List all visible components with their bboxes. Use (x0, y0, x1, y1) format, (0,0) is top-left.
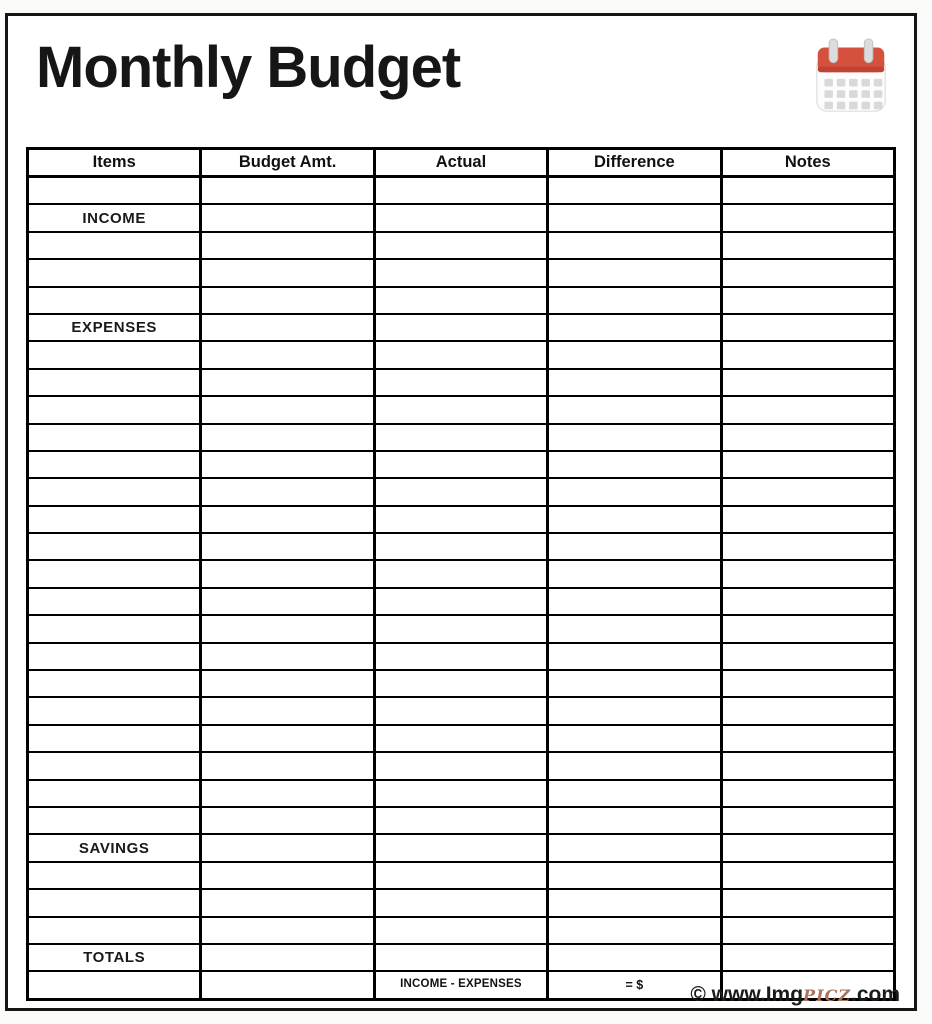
cell-difference (548, 533, 721, 560)
watermark-brand: PICZ (803, 986, 851, 1005)
header-row (28, 149, 895, 177)
cell-notes (721, 424, 894, 451)
cell-items (28, 615, 201, 642)
cell-items (28, 697, 201, 724)
budget-table-body (28, 177, 895, 1000)
cell-difference (548, 697, 721, 724)
cell-budget (201, 506, 374, 533)
cell-budget (201, 971, 374, 999)
cell-budget (201, 889, 374, 916)
cell-difference (548, 670, 721, 697)
cell-budget (201, 725, 374, 752)
cell-difference (548, 424, 721, 451)
header-items: Items (28, 149, 201, 177)
cell-difference (548, 396, 721, 423)
cell-items (28, 971, 201, 999)
cell-actual (374, 697, 547, 724)
cell-difference (548, 259, 721, 286)
cell-items: SAVINGS (28, 834, 201, 861)
watermark-prefix: © www.Img (690, 983, 804, 1006)
cell-actual (374, 177, 547, 205)
cell-difference (548, 314, 721, 341)
cell-notes (721, 615, 894, 642)
cell-budget (201, 314, 374, 341)
cell-difference (548, 615, 721, 642)
cell-difference (548, 780, 721, 807)
cell-budget (201, 670, 374, 697)
cell-actual (374, 889, 547, 916)
cell-budget (201, 204, 374, 231)
cell-actual (374, 506, 547, 533)
cell-items (28, 177, 201, 205)
table-row (28, 287, 895, 314)
table-row (28, 889, 895, 916)
cell-notes (721, 506, 894, 533)
cell-difference (548, 204, 721, 231)
cell-difference (548, 944, 721, 971)
cell-budget (201, 177, 374, 205)
cell-notes (721, 314, 894, 341)
cell-difference (548, 341, 721, 368)
cell-difference (548, 917, 721, 944)
cell-difference: = $ (548, 971, 721, 999)
cell-actual (374, 478, 547, 505)
cell-budget (201, 697, 374, 724)
cell-actual (374, 725, 547, 752)
cell-actual (374, 424, 547, 451)
cell-difference (548, 369, 721, 396)
cell-items (28, 396, 201, 423)
cell-budget (201, 643, 374, 670)
cell-budget (201, 341, 374, 368)
cell-items (28, 807, 201, 834)
cell-items: EXPENSES (28, 314, 201, 341)
cell-notes (721, 560, 894, 587)
cell-actual (374, 944, 547, 971)
table-row (28, 588, 895, 615)
cell-notes (721, 259, 894, 286)
table-row (28, 424, 895, 451)
cell-notes (721, 177, 894, 205)
watermark (690, 983, 900, 1007)
cell-difference (548, 889, 721, 916)
cell-difference (548, 862, 721, 889)
cell-difference (548, 643, 721, 670)
cell-actual (374, 287, 547, 314)
cell-notes (721, 287, 894, 314)
table-row (28, 232, 895, 259)
pin-left (829, 39, 838, 63)
table-row (28, 314, 895, 341)
cell-difference (548, 287, 721, 314)
cell-actual (374, 451, 547, 478)
cell-difference (548, 560, 721, 587)
table-row (28, 752, 895, 779)
cell-difference (548, 478, 721, 505)
cell-notes (721, 341, 894, 368)
cell-budget (201, 917, 374, 944)
cell-difference (548, 834, 721, 861)
cell-difference (548, 752, 721, 779)
cell-items (28, 643, 201, 670)
cell-budget (201, 834, 374, 861)
table-row (28, 341, 895, 368)
cell-items (28, 232, 201, 259)
table-row (28, 259, 895, 286)
cell-notes (721, 643, 894, 670)
pin-right (864, 39, 873, 63)
cell-notes (721, 862, 894, 889)
cell-notes (721, 670, 894, 697)
table-row (28, 177, 895, 205)
cell-items (28, 451, 201, 478)
cell-budget (201, 752, 374, 779)
cell-difference (548, 588, 721, 615)
cell-actual (374, 670, 547, 697)
header-difference: Difference (548, 149, 721, 177)
cell-items (28, 588, 201, 615)
cell-actual (374, 341, 547, 368)
cell-budget (201, 862, 374, 889)
cell-actual (374, 615, 547, 642)
cell-items (28, 506, 201, 533)
cell-actual (374, 780, 547, 807)
cell-actual (374, 834, 547, 861)
cell-actual (374, 259, 547, 286)
table-row (28, 506, 895, 533)
cell-notes (721, 396, 894, 423)
header-actual: Actual (374, 149, 547, 177)
cell-notes (721, 944, 894, 971)
cell-actual (374, 396, 547, 423)
cell-budget (201, 396, 374, 423)
cell-items (28, 670, 201, 697)
table-row (28, 533, 895, 560)
table-row (28, 369, 895, 396)
cell-actual (374, 807, 547, 834)
cell-notes (721, 204, 894, 231)
cell-notes (721, 752, 894, 779)
cell-notes (721, 917, 894, 944)
cell-actual (374, 560, 547, 587)
cell-notes (721, 533, 894, 560)
cell-items (28, 369, 201, 396)
cell-difference (548, 232, 721, 259)
cell-budget (201, 944, 374, 971)
cell-difference (548, 177, 721, 205)
cell-items (28, 341, 201, 368)
cell-budget (201, 615, 374, 642)
table-row (28, 834, 895, 861)
watermark-suffix: .com (850, 983, 900, 1006)
cell-notes (721, 725, 894, 752)
cell-budget (201, 588, 374, 615)
cell-actual (374, 232, 547, 259)
cell-budget (201, 451, 374, 478)
calendar-icon (814, 38, 888, 114)
cell-budget (201, 232, 374, 259)
header-notes: Notes (721, 149, 894, 177)
title-bar (8, 16, 914, 128)
cell-budget (201, 424, 374, 451)
table-row (28, 643, 895, 670)
cell-actual (374, 314, 547, 341)
cell-items (28, 889, 201, 916)
cell-budget (201, 780, 374, 807)
cell-budget (201, 478, 374, 505)
cell-notes (721, 834, 894, 861)
cell-difference (548, 451, 721, 478)
table-row (28, 917, 895, 944)
table-row (28, 725, 895, 752)
table-row (28, 396, 895, 423)
cell-budget (201, 560, 374, 587)
cell-items: INCOME (28, 204, 201, 231)
table-row (28, 862, 895, 889)
cell-actual (374, 862, 547, 889)
cell-notes (721, 478, 894, 505)
cell-actual (374, 588, 547, 615)
cell-items (28, 752, 201, 779)
cell-notes (721, 807, 894, 834)
cell-items (28, 780, 201, 807)
cell-notes (721, 588, 894, 615)
cell-notes (721, 369, 894, 396)
cell-items (28, 533, 201, 560)
cell-actual (374, 752, 547, 779)
cell-difference (548, 807, 721, 834)
cell-budget (201, 533, 374, 560)
cell-items (28, 478, 201, 505)
cell-actual (374, 917, 547, 944)
table-row (28, 944, 895, 971)
table-row (28, 560, 895, 587)
cell-actual: INCOME - EXPENSES (374, 971, 547, 999)
table-row (28, 478, 895, 505)
worksheet-frame (5, 13, 917, 1011)
cell-actual (374, 204, 547, 231)
header-budget-amt: Budget Amt. (201, 149, 374, 177)
table-row (28, 451, 895, 478)
cell-items (28, 725, 201, 752)
table-row (28, 615, 895, 642)
cell-notes (721, 697, 894, 724)
cell-items (28, 424, 201, 451)
cell-budget (201, 287, 374, 314)
cell-notes (721, 889, 894, 916)
cell-budget (201, 807, 374, 834)
cell-items (28, 560, 201, 587)
cell-items: TOTALS (28, 944, 201, 971)
cell-items (28, 287, 201, 314)
table-row (28, 780, 895, 807)
table-row (28, 204, 895, 231)
cell-items (28, 259, 201, 286)
page-title: Monthly Budget (36, 35, 461, 100)
cell-budget (201, 369, 374, 396)
cell-notes (721, 780, 894, 807)
cell-actual (374, 369, 547, 396)
cell-notes (721, 232, 894, 259)
cell-budget (201, 259, 374, 286)
table-row (28, 697, 895, 724)
table-row (28, 807, 895, 834)
cell-items (28, 917, 201, 944)
budget-table (26, 147, 896, 1001)
cell-actual (374, 643, 547, 670)
cell-actual (374, 533, 547, 560)
table-row (28, 670, 895, 697)
cell-difference (548, 725, 721, 752)
cell-difference (548, 506, 721, 533)
cell-items (28, 862, 201, 889)
budget-table-header (28, 149, 895, 177)
cell-notes (721, 451, 894, 478)
